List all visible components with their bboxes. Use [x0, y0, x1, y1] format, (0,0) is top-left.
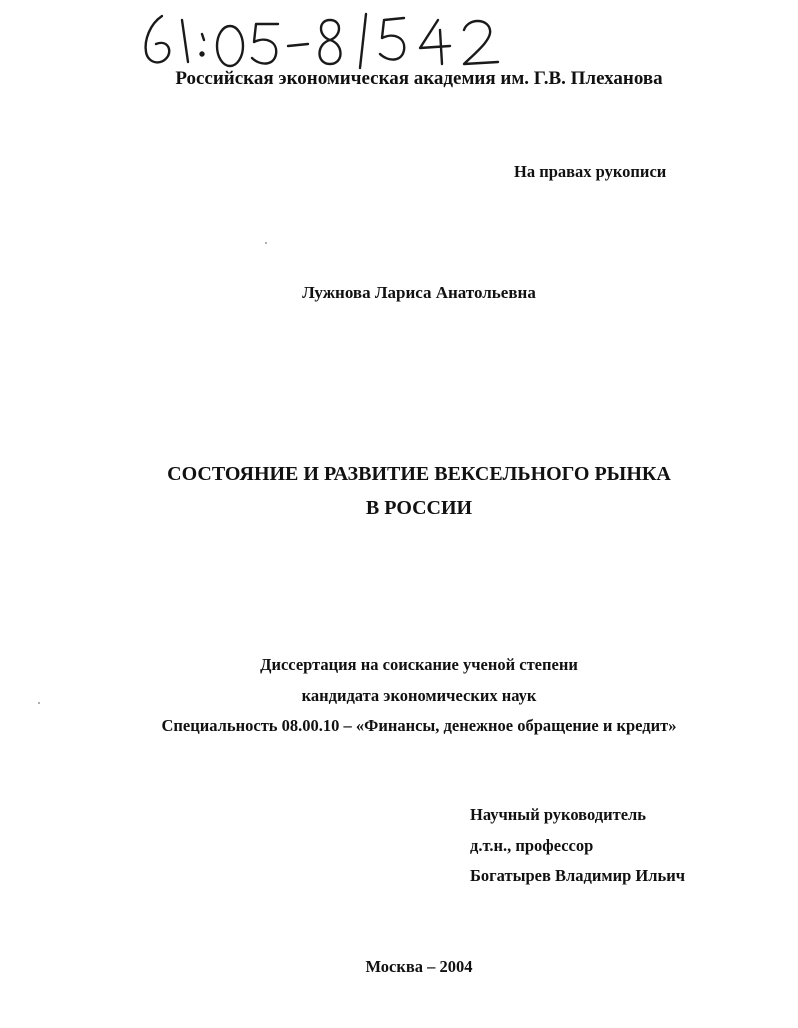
thesis-title-line-2: В РОССИИ	[365, 497, 473, 519]
city-and-year: Москва – 2004	[365, 957, 473, 976]
author-name: Лужнова Лариса Анатольевна	[302, 283, 536, 302]
dissertation-specialty: Специальность 08.00.10 – «Финансы, денежное обращение и кредит»	[161, 716, 677, 735]
supervisor-role: Научный руководитель	[470, 805, 646, 824]
scan-speck	[38, 702, 40, 704]
dissertation-degree-line-2: кандидата экономических наук	[301, 686, 537, 705]
institution-name: Российская экономическая академия им. Г.В. Плеханова	[175, 68, 663, 89]
handwritten-catalog-number	[138, 6, 518, 74]
dissertation-degree-line-1: Диссертация на соискание ученой степени	[260, 655, 578, 674]
scan-speck	[265, 242, 267, 244]
supervisor-degree: д.т.н., профессор	[470, 836, 594, 855]
manuscript-rights-note: На правах рукописи	[514, 162, 667, 181]
supervisor-name: Богатырев Владимир Ильич	[470, 866, 686, 885]
thesis-title-line-1: СОСТОЯНИЕ И РАЗВИТИЕ ВЕКСЕЛЬНОГО РЫНКА	[167, 463, 671, 485]
